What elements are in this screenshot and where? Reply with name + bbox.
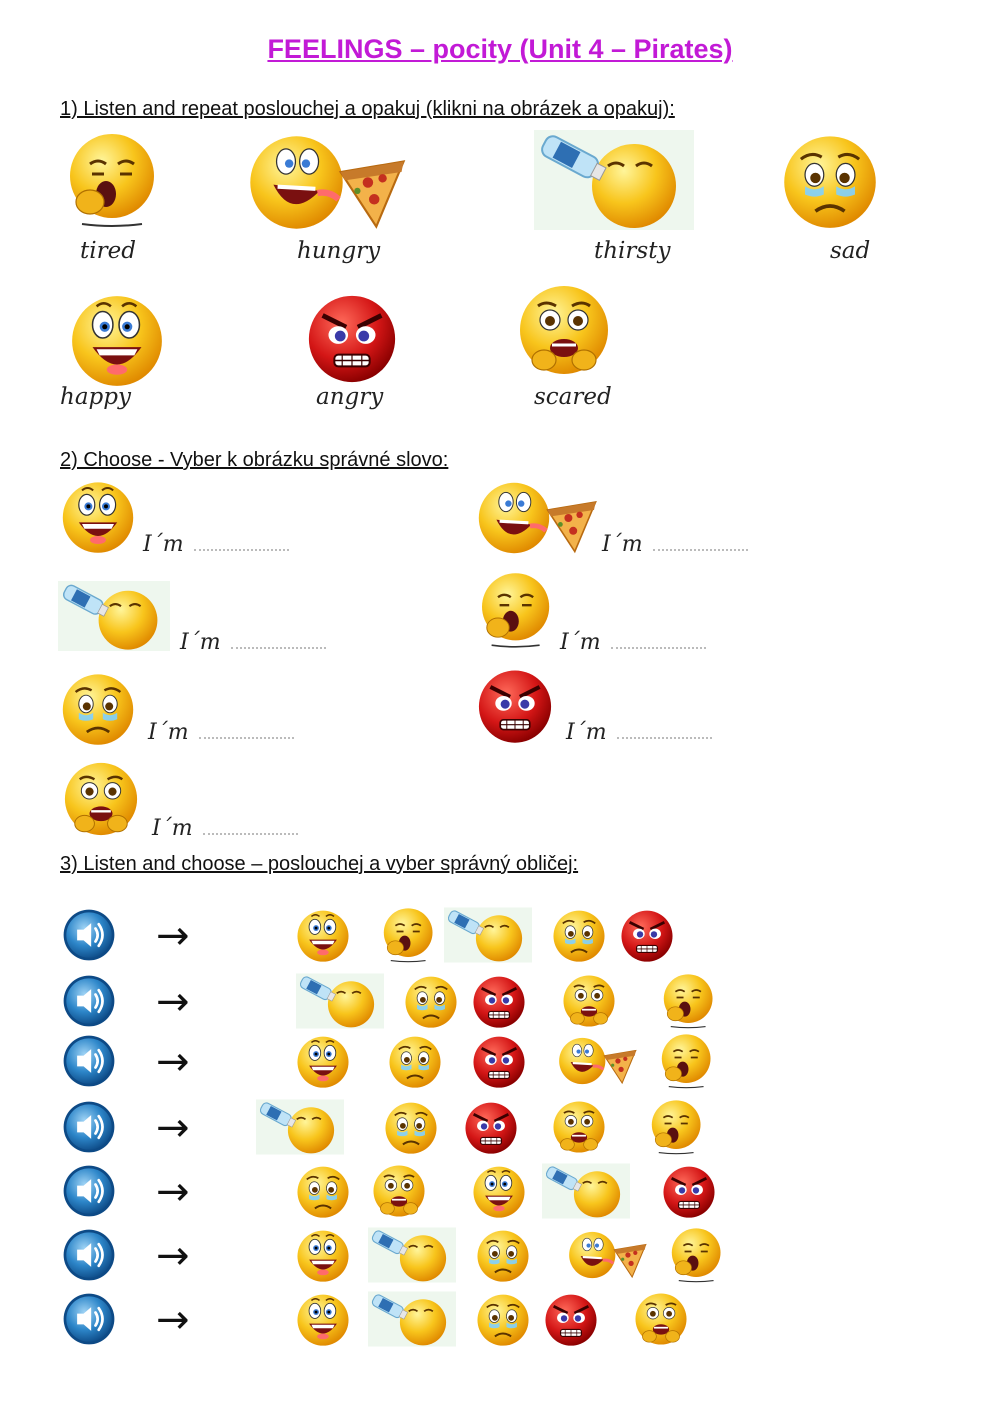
answer-line[interactable]: I´m — [152, 816, 298, 841]
sad-face-icon[interactable] — [474, 1226, 532, 1284]
word-tired: tired — [80, 238, 136, 264]
word-sad: sad — [830, 238, 871, 264]
angry-face-icon[interactable] — [618, 906, 676, 964]
angry-face-icon[interactable] — [462, 1098, 520, 1156]
page-title: FEELINGS – pocity (Unit 4 – Pirates) — [267, 34, 733, 64]
thirsty-face-icon[interactable] — [542, 1162, 630, 1220]
word-angry: angry — [316, 384, 384, 410]
answer-line[interactable]: I´m — [566, 720, 712, 745]
happy-face-icon[interactable] — [294, 1032, 352, 1090]
thirsty-face-icon[interactable] — [368, 1290, 456, 1348]
tired-face-icon[interactable] — [658, 972, 716, 1030]
thirsty-face-icon — [58, 578, 170, 654]
section2-heading: 2) Choose - Vyber k obrázku správné slovo: — [60, 449, 449, 471]
scared-face-icon[interactable] — [560, 972, 618, 1030]
arrow-right-icon: → — [156, 979, 190, 1025]
speaker-icon[interactable] — [62, 1034, 116, 1088]
tired-face-icon[interactable] — [656, 1032, 714, 1090]
tired-face-icon[interactable] — [60, 126, 160, 234]
sad-face-icon[interactable] — [382, 1098, 440, 1156]
angry-face-icon[interactable] — [470, 1032, 528, 1090]
section1-heading: 1) Listen and repeat poslouchej a opakuj (klikni na obrázek a opakuj): — [60, 98, 675, 120]
sad-face-icon — [58, 668, 138, 748]
speaker-icon[interactable] — [62, 908, 116, 962]
angry-face-icon[interactable] — [303, 288, 401, 386]
answer-line[interactable]: I´m — [148, 720, 294, 745]
sad-face-icon[interactable] — [294, 1162, 352, 1220]
word-scared: scared — [534, 384, 612, 410]
sad-face-icon[interactable] — [474, 1290, 532, 1348]
scared-face-icon[interactable] — [370, 1162, 428, 1220]
arrow-right-icon: → — [156, 1233, 190, 1279]
scared-face-icon[interactable] — [550, 1098, 608, 1156]
happy-face-icon — [58, 476, 138, 556]
hungry-face-icon[interactable] — [556, 1032, 640, 1090]
word-thirsty: thirsty — [594, 238, 671, 264]
tired-face-icon[interactable] — [646, 1098, 704, 1156]
thirsty-face-icon[interactable] — [534, 126, 694, 234]
word-happy: happy — [60, 384, 131, 410]
scared-face-icon[interactable] — [632, 1290, 690, 1348]
speaker-icon[interactable] — [62, 1292, 116, 1346]
thirsty-face-icon[interactable] — [256, 1098, 344, 1156]
arrow-right-icon: → — [156, 1297, 190, 1343]
scared-face-icon — [60, 758, 142, 840]
happy-face-icon[interactable] — [66, 288, 168, 390]
hungry-face-icon — [474, 478, 602, 558]
sad-face-icon[interactable] — [550, 906, 608, 964]
tired-face-icon[interactable] — [378, 906, 436, 964]
thirsty-face-icon[interactable] — [444, 906, 532, 964]
happy-face-icon[interactable] — [294, 906, 352, 964]
answer-line[interactable]: I´m — [143, 532, 289, 557]
arrow-right-icon: → — [156, 1105, 190, 1151]
angry-face-icon[interactable] — [660, 1162, 718, 1220]
angry-face-icon[interactable] — [470, 972, 528, 1030]
scared-face-icon[interactable] — [514, 280, 614, 380]
thirsty-face-icon[interactable] — [368, 1226, 456, 1284]
sad-face-icon[interactable] — [386, 1032, 444, 1090]
tired-face-icon — [474, 566, 554, 654]
word-hungry: hungry — [297, 238, 381, 264]
hungry-face-icon[interactable] — [244, 130, 412, 235]
happy-face-icon[interactable] — [294, 1226, 352, 1284]
speaker-icon[interactable] — [62, 1100, 116, 1154]
section3-heading: 3) Listen and choose – poslouchej a vyber správný obličej: — [60, 853, 579, 875]
happy-face-icon[interactable] — [470, 1162, 528, 1220]
speaker-icon[interactable] — [62, 1228, 116, 1282]
angry-face-icon[interactable] — [542, 1290, 600, 1348]
arrow-right-icon: → — [156, 1169, 190, 1215]
hungry-face-icon[interactable] — [566, 1226, 650, 1284]
sad-face-icon[interactable] — [778, 128, 882, 232]
arrow-right-icon: → — [156, 913, 190, 959]
angry-face-icon — [474, 664, 556, 746]
speaker-icon[interactable] — [62, 1164, 116, 1218]
arrow-right-icon: → — [156, 1039, 190, 1085]
thirsty-face-icon[interactable] — [296, 972, 384, 1030]
answer-line[interactable]: I´m — [560, 630, 706, 655]
happy-face-icon[interactable] — [294, 1290, 352, 1348]
answer-line[interactable]: I´m — [180, 630, 326, 655]
speaker-icon[interactable] — [62, 974, 116, 1028]
tired-face-icon[interactable] — [666, 1226, 724, 1284]
answer-line[interactable]: I´m — [602, 532, 748, 557]
sad-face-icon[interactable] — [402, 972, 460, 1030]
